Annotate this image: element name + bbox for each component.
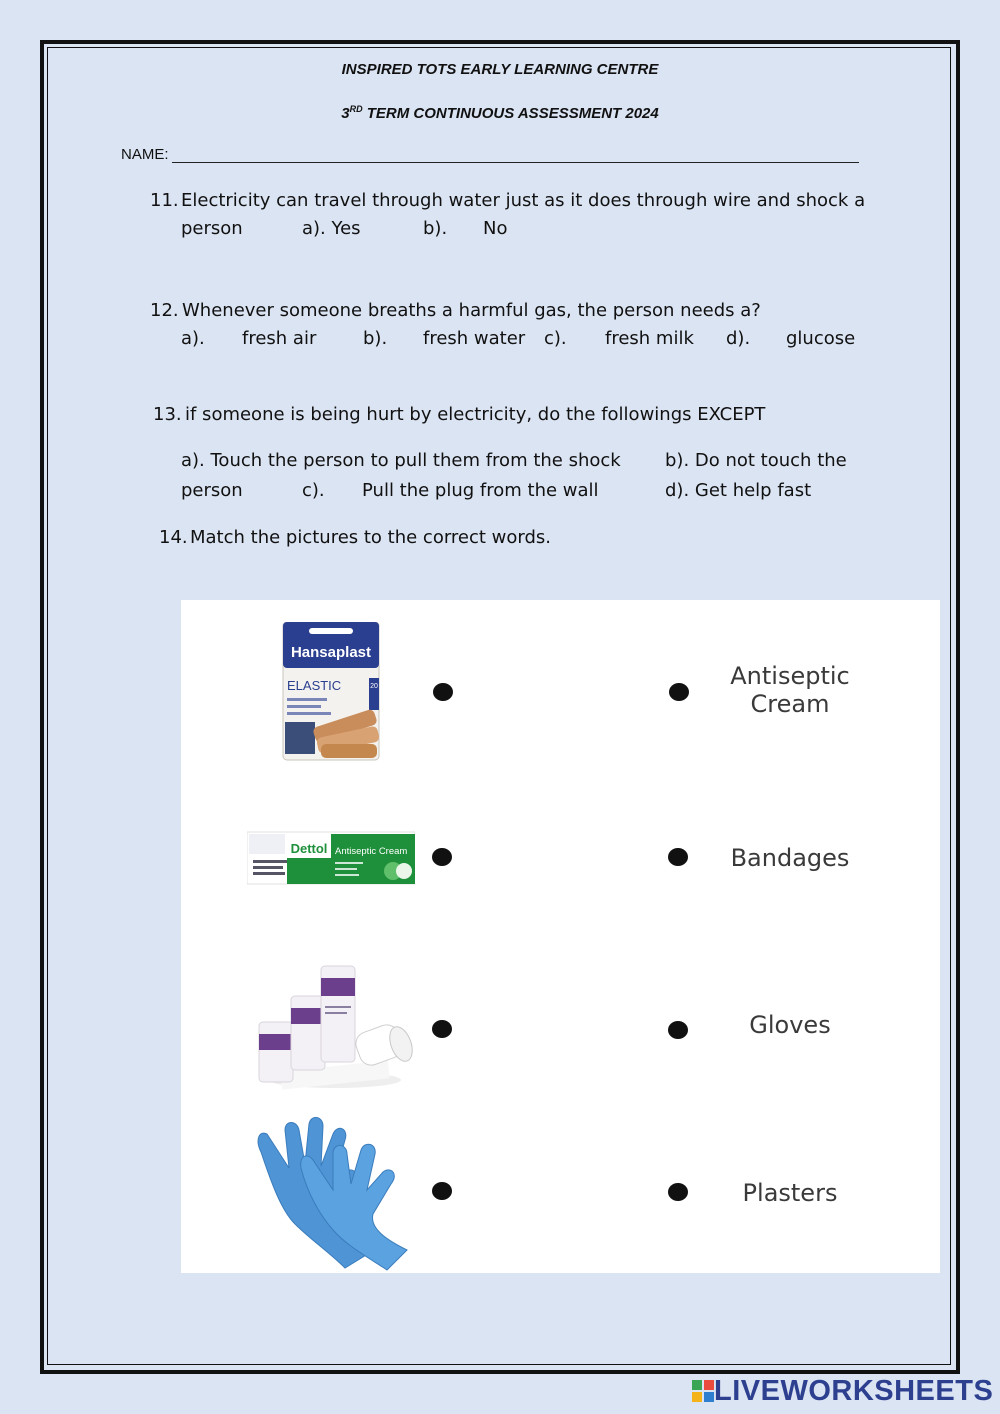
- q12-option-d-label: d).: [726, 328, 751, 349]
- q11-text: Electricity can travel through water just as it does through wire and shock a: [181, 190, 866, 211]
- q12-option-d[interactable]: glucose: [786, 328, 856, 349]
- hansaplast-brand-text: Hansaplast: [290, 644, 372, 661]
- q13-option-b[interactable]: b). Do not touch the: [665, 450, 847, 471]
- q11-line2: person: [181, 218, 243, 239]
- dettol-brand-text: Dettol: [290, 841, 328, 856]
- q11-option-b-label: b).: [423, 218, 448, 239]
- match-word-gloves: Gloves: [749, 1011, 831, 1039]
- match-dot-right-3[interactable]: [668, 1021, 688, 1039]
- q12-option-c-label: c).: [544, 328, 567, 349]
- gloves-picture: [241, 1112, 421, 1272]
- assessment-title: 3RD TERM CONTINUOUS ASSESSMENT 2024: [341, 104, 659, 122]
- plasters-box-picture: [277, 622, 387, 762]
- q13-number: 13.: [153, 404, 182, 425]
- name-row: [121, 146, 859, 163]
- name-blank-line[interactable]: [172, 146, 859, 163]
- liveworksheets-logo: [692, 1376, 993, 1406]
- q12-option-a-label: a).: [181, 328, 205, 349]
- q13-option-a[interactable]: a). Touch the person to pull them from the shock: [181, 450, 621, 471]
- q13-line2: person: [181, 480, 243, 501]
- q12-option-b-label: b).: [363, 328, 388, 349]
- q13-option-c[interactable]: Pull the plug from the wall: [362, 480, 599, 501]
- match-dot-left-4[interactable]: [432, 1182, 452, 1200]
- q13-option-d[interactable]: d). Get help fast: [665, 480, 812, 501]
- school-title: INSPIRED TOTS EARLY LEARNING CENTRE: [341, 61, 659, 78]
- match-dot-right-2[interactable]: [668, 848, 688, 866]
- match-dot-left-1[interactable]: [433, 683, 453, 701]
- match-dot-left-3[interactable]: [432, 1020, 452, 1038]
- bandages-picture: [255, 962, 425, 1092]
- q12-option-c[interactable]: fresh milk: [605, 328, 694, 349]
- q11-option-b[interactable]: No: [483, 218, 508, 239]
- q14-number: 14.: [159, 527, 188, 548]
- q12-option-a[interactable]: fresh air: [242, 328, 317, 349]
- match-dot-left-2[interactable]: [432, 848, 452, 866]
- antiseptic-cream-picture: [247, 826, 415, 886]
- q13-text: if someone is being hurt by electricity, do the followings EXCEPT: [185, 404, 766, 425]
- match-word-plasters: Plasters: [742, 1179, 838, 1207]
- q12-option-b[interactable]: fresh water: [423, 328, 526, 349]
- name-label: NAME:: [121, 146, 169, 163]
- match-dot-right-1[interactable]: [669, 683, 689, 701]
- matching-panel: [181, 600, 940, 1273]
- match-dot-right-4[interactable]: [668, 1183, 688, 1201]
- q11-option-a[interactable]: a). Yes: [302, 218, 361, 239]
- q11-number: 11.: [150, 190, 179, 211]
- liveworksheets-logo-icon: [692, 1380, 714, 1402]
- match-word-bandages: Bandages: [730, 844, 850, 872]
- q12-text: Whenever someone breaths a harmful gas, the person needs a?: [182, 300, 761, 321]
- match-word-antiseptic-cream: Antiseptic Cream: [730, 662, 850, 718]
- q13-option-c-label: c).: [302, 480, 325, 501]
- hansaplast-product-text: ELASTIC: [287, 678, 342, 693]
- hansaplast-count-text: 20: [370, 683, 378, 690]
- dettol-product-text: Antiseptic Cream: [335, 846, 408, 857]
- liveworksheets-logo-text: LIVEWORKSHEETS: [714, 1374, 994, 1407]
- q14-text: Match the pictures to the correct words.: [190, 527, 552, 548]
- q12-number: 12.: [150, 300, 179, 321]
